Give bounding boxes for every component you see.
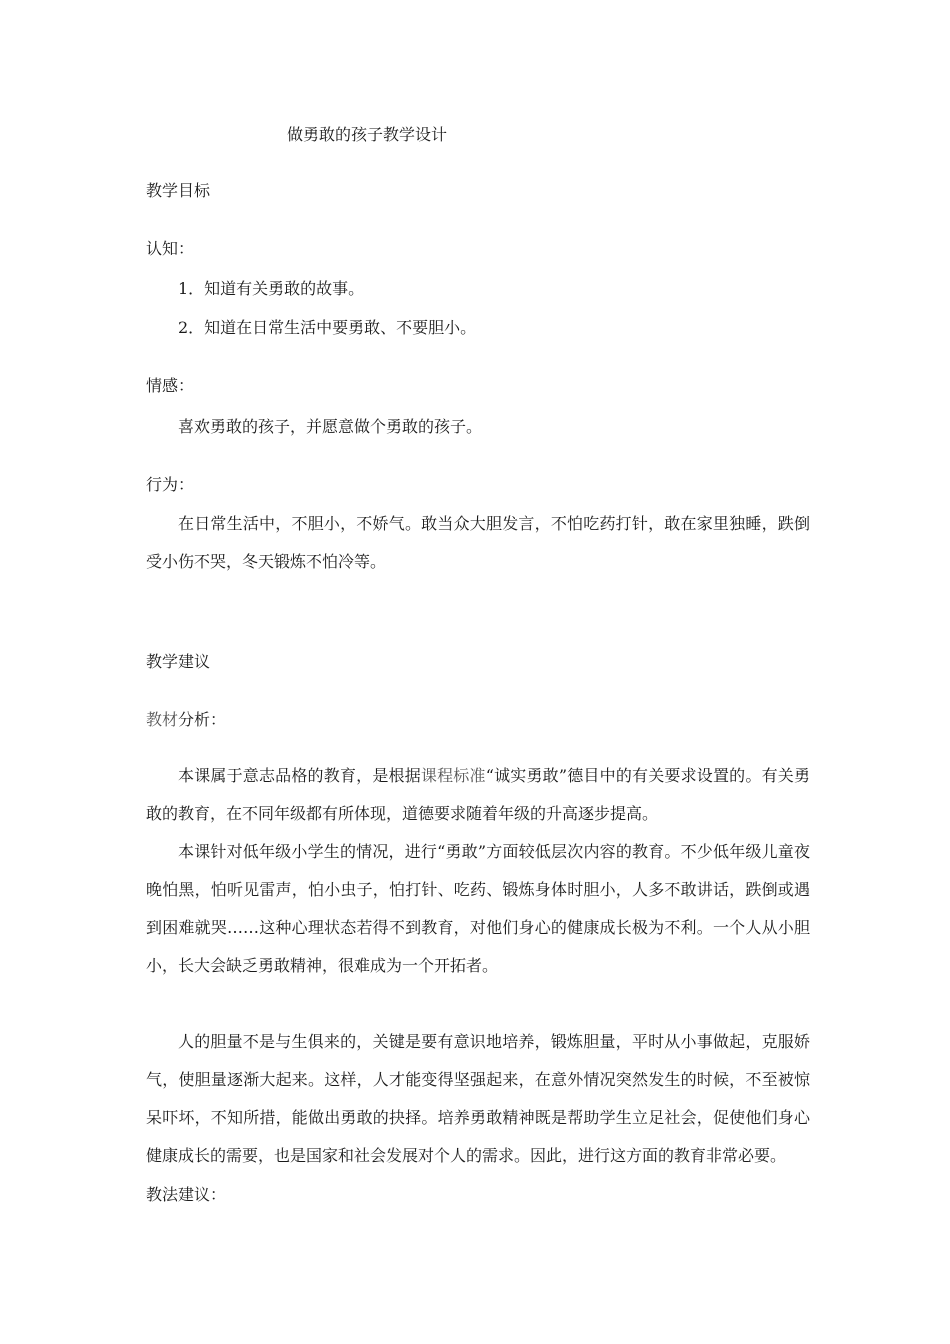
cognition-label: 认知： (146, 239, 195, 258)
section-heading-objectives: 教学目标 (146, 181, 211, 200)
material-label-suffix: 分析： (178, 710, 227, 729)
emotion-text: 喜欢勇敢的孩子，并愿意做个勇敢的孩子。 (178, 417, 483, 436)
behavior-text: 在日常生活中，不胆小，不娇气。敢当众大胆发言，不怕吃药打针，敢在家里独睡，跌倒受小伤不哭，冬天锻炼不怕冷等。 (146, 514, 810, 571)
emotion-label: 情感： (146, 376, 195, 395)
material-paragraph-3: 人的胆量不是与生俱来的，关键是要有意识地培养，锻炼胆量，平时从小事做起，克服娇气，使胆量逐渐大起来。这样，人才能变得坚强起来，在意外情况突然发生的时候，不至被惊呆吓坏，不知所措，能做出勇敢的抉择。培养勇敢精神既是帮助学生立足社会，促使他们身心健康成长的需要，也是国家和社会发展对个人的需求。因此，进行这方面的教育非常必要。 (146, 1032, 810, 1165)
material-p1-text-b: “诚实勇敢”德目中的有关要求设置的。有关勇敢的教育，在不同年级都有所体现，道德要求随着年级的升高逐步提高。 (146, 766, 810, 823)
method-suggestion-label: 教法建议： (146, 1185, 227, 1204)
material-paragraph-2: 本课针对低年级小学生的情况，进行“勇敢”方面较低层次内容的教育。不少低年级儿童夜晚怕黑，怕听见雷声，怕小虫子，怕打针、吃药、锻炼身体时胆小，人多不敢讲话，跌倒或遇到困难就哭……这种心理状态若得不到教育，对他们身心的健康成长极为不利。一个人从小胆小，长大会缺乏勇敢精神，很难成为一个开拓者。 (146, 842, 810, 975)
cognition-item-1: 1．知道有关勇敢的故事。 (178, 279, 365, 298)
section-heading-suggestions: 教学建议 (146, 652, 211, 671)
material-paragraph-1 (146, 757, 810, 833)
material-label-link[interactable]: 教材 (146, 710, 179, 729)
cognition-item-2: 2．知道在日常生活中要勇敢、不要胆小。 (178, 318, 477, 337)
behavior-label: 行为： (146, 475, 195, 494)
material-p1-text-a: 本课属于意志品格的教育，是根据 (178, 766, 421, 785)
document-title: 做勇敢的孩子教学设计 (287, 125, 448, 144)
material-analysis-label (146, 709, 226, 731)
curriculum-standard-link[interactable]: 课程标准 (420, 766, 486, 785)
